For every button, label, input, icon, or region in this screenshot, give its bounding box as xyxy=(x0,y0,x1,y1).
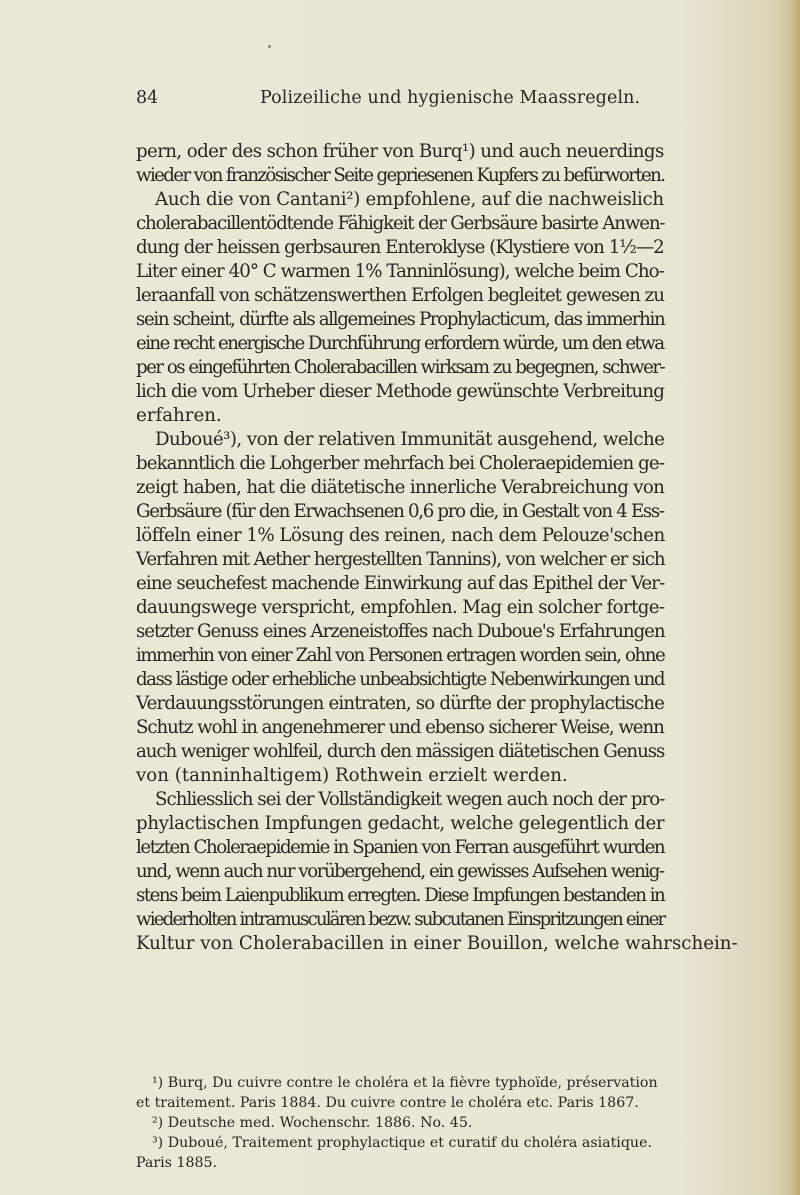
text-line: erfahren. xyxy=(136,405,222,426)
text-line: Verdauungsstörungen eintraten, so dürfte der prophylactische xyxy=(136,693,665,714)
text-line: lich die vom Urheber dieser Methode gewünschte Verbreitung xyxy=(136,381,664,402)
text-line: phylactischen Impfungen gedacht, welche gelegentlich der xyxy=(136,813,665,834)
text-line: auch weniger wohlfeil, durch den mässigen diätetischen Genuss xyxy=(136,741,665,762)
footnote-line: ²) Deutsche med. Wochenschr. 1886. No. 45. xyxy=(152,1115,473,1131)
main-text xyxy=(136,140,738,956)
page-edge-shadow xyxy=(786,0,800,1195)
text-line: stens beim Laienpublikum erregten. Diese Impfungen bestanden in xyxy=(136,885,665,906)
text-line: setzter Genuss eines Arzeneistoffes nach Duboue's Erfahrungen xyxy=(136,621,665,642)
running-header xyxy=(136,88,664,114)
text-line: dauungswege verspricht, empfohlen. Mag ein solcher fortge- xyxy=(136,597,665,618)
text-line: dass lästige oder erhebliche unbeabsichtigte Nebenwirkungen und xyxy=(136,669,665,690)
page-number: 84 xyxy=(136,88,159,108)
footnote-line: ³) Duboué, Traitement prophylactique et curatif du choléra asiatique. xyxy=(152,1135,652,1151)
text-line: Gerbsäure (für den Erwachsenen 0,6 pro die, in Gestalt von 4 Ess- xyxy=(136,501,664,522)
text-line: zeigt haben, hat die diätetische innerliche Verabreichung von xyxy=(136,477,665,498)
text-line: letzten Choleraepidemie in Spanien von Ferran ausgeführt wurden xyxy=(136,837,665,858)
text-line: bekanntlich die Lohgerber mehrfach bei Choleraepidemien ge- xyxy=(136,453,664,474)
footnote-line: ¹) Burq, Du cuivre contre le choléra et la fièvre typhoïde, préservation xyxy=(152,1075,658,1091)
text-line: Schutz wohl in angenehmerer und ebenso sicherer Weise, wenn xyxy=(136,717,664,738)
footnote-line: et traitement. Paris 1884. Du cuivre contre le choléra etc. Paris 1867. xyxy=(136,1095,639,1111)
text-line: Liter einer 40° C warmen 1% Tanninlösung), welche beim Cho- xyxy=(136,261,664,282)
text-line: sein scheint, dürfte als allgemeines Prophylacticum, das immerhin xyxy=(136,309,665,330)
text-line: Verfahren mit Aether hergestellten Tannins), von welcher er sich xyxy=(136,549,665,570)
footnote-line: Paris 1885. xyxy=(136,1155,218,1171)
text-line: cholerabacillentödtende Fähigkeit der Gerbsäure basirte Anwen- xyxy=(136,213,665,234)
text-line: Auch die von Cantani²) empfohlene, auf die nachweislich xyxy=(155,189,664,210)
text-line: immerhin von einer Zahl von Personen ertragen worden sein, ohne xyxy=(136,645,665,666)
text-line: wiederholten intramusculären bezw. subcutanen Einspritzungen einer xyxy=(136,909,665,930)
text-line: pern, oder des schon früher von Burq¹) und auch neuerdings xyxy=(136,141,664,162)
text-line: und, wenn auch nur vorübergehend, ein gewisses Aufsehen wenig- xyxy=(136,861,664,882)
text-line: eine recht energische Durchführung erfordern würde, um den etwa xyxy=(136,333,664,354)
running-title: Polizeiliche und hygienische Maassregeln. xyxy=(260,88,641,108)
text-line: wieder von französischer Seite gepriesenen Kupfers zu befürworten. xyxy=(136,165,665,186)
text-line: eine seuchefest machende Einwirkung auf das Epithel der Ver- xyxy=(136,573,665,594)
text-line: von (tanninhaltigem) Rothwein erzielt werden. xyxy=(136,765,568,786)
print-speck xyxy=(268,45,271,48)
text-line: per os eingeführten Cholerabacillen wirksam zu begegnen, schwer- xyxy=(136,357,665,378)
text-line: Kultur von Cholerabacillen in einer Bouillon, welche wahrschein- xyxy=(136,933,738,954)
text-line: dung der heissen gerbsauren Enteroklyse (Klystiere von 1½—2 xyxy=(136,237,664,258)
text-line: leraanfall von schätzenswerthen Erfolgen begleitet gewesen zu xyxy=(136,285,665,306)
text-line: Schliesslich sei der Vollständigkeit wegen auch noch der pro- xyxy=(155,789,665,810)
footnotes xyxy=(136,1073,664,1173)
text-line: Duboué³), von der relativen Immunität ausgehend, welche xyxy=(155,429,665,450)
text-line: löffeln einer 1% Lösung des reinen, nach dem Pelouze'schen xyxy=(136,525,665,546)
